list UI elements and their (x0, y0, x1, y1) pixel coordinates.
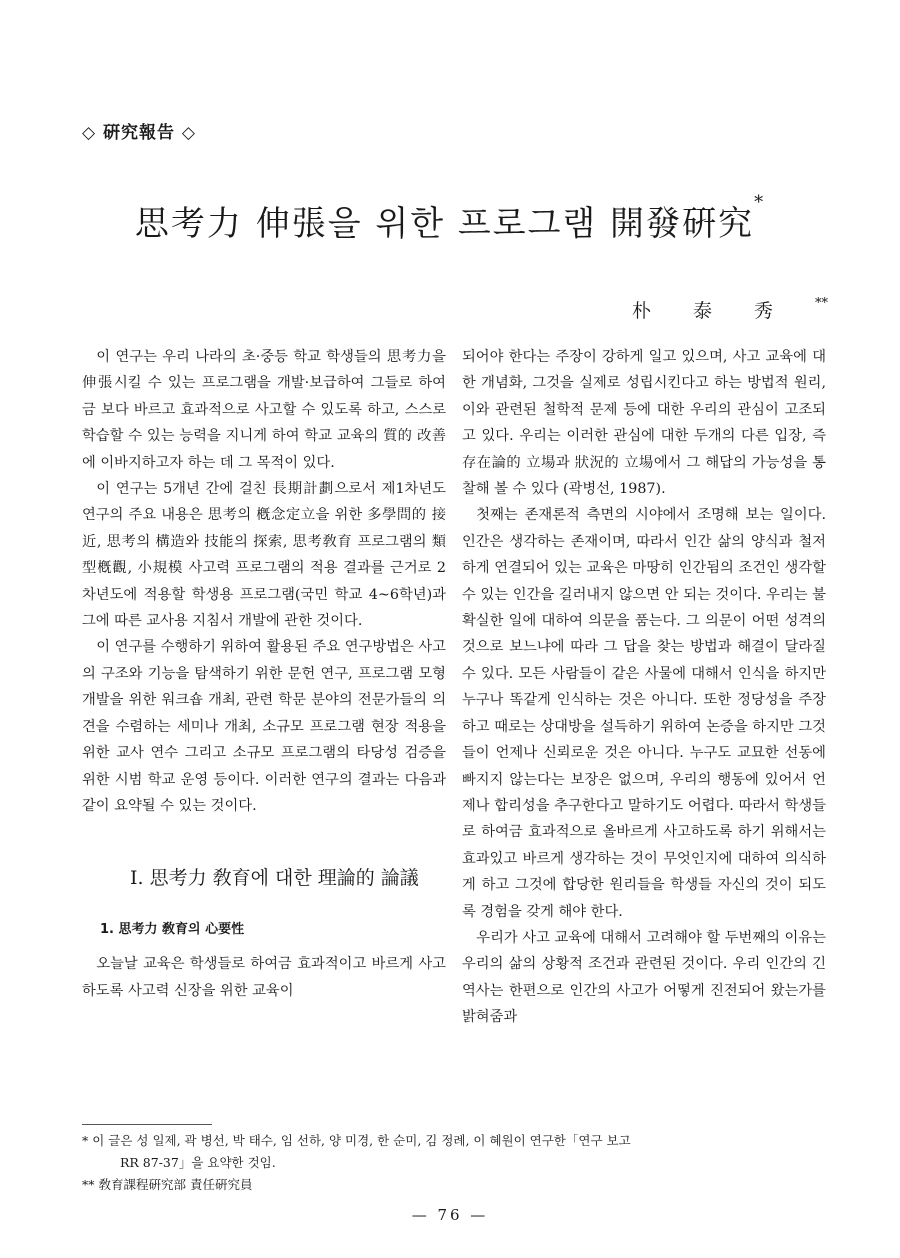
title-footnote-mark: * (754, 192, 766, 213)
right-column (462, 344, 826, 1031)
footnote-2: ** 敎育課程硏究部 責任硏究員 (82, 1177, 253, 1192)
body-paragraph: 이 연구는 우리 나라의 초·중등 학교 학생들의 思考力을 伸張시킬 수 있는 프로그램을 개발·보급하여 그들로 하여금 보다 바르고 효과적으로 사고할 수 있도록 하고, 스스로 학습할 수 있는 능력을 지니게 하여 학교 교육의 質的 改善에 이바지하고자 하는 데 그 목적이 있다. (82, 349, 446, 471)
footnote-1-continuation: RR 87-37」을 요약한 것임. (120, 1155, 276, 1170)
body-paragraph: 우리가 사고 교육에 대해서 고려해야 할 두번째의 이유는 우리의 삶의 상황적 조건과 관련된 것이다. 우리 인간의 긴 역사는 한편으로 인간의 사고가 어떻게 진전되어 왔는가를 밝혀줌과 (462, 929, 826, 1026)
footnote-1: * 이 글은 성 일제, 곽 병선, 박 태수, 임 선하, 양 미경, 한 순미, 김 정례, 이 혜원이 연구한「연구 보고 (82, 1133, 631, 1148)
section-heading: Ⅰ. 思考力 敎育에 대한 理論的 論議 (130, 867, 419, 890)
body-paragraph: 이 연구는 5개년 간에 걸친 長期計劃으로서 제1차년도 연구의 주요 내용은 思考의 槪念定立을 위한 多學問的 接近, 思考의 構造와 技能의 探索, 思考敎育 프로그램의 類型槪觀, 小規模 사고력 프로그램의 적용 결과를 근거로 2차년도에 적용할 학생용 프로그램(국민 학교 4~6학년)과 그에 따른 교사용 지침서 개발에 관한 것이다. (82, 481, 446, 630)
footnotes (82, 1130, 832, 1196)
subsection-heading: 1. 思考力 敎育의 心要性 (100, 922, 245, 938)
body-paragraph: 되어야 한다는 주장이 강하게 일고 있으며, 사고 교육에 대한 개념화, 그것을 실제로 성립시킨다고 하는 방법적 원리, 이와 관련된 철학적 문제 등에 대한 우리의 관심이 고조되고 있다. 우리는 이러한 관심에 대한 두개의 다른 입장, 즉 存在論的 立場과 狀況的 立場에서 그 해답의 가능성을 통찰해 볼 수 있다 (곽병선, 1987). (462, 349, 826, 498)
body-paragraph: 첫째는 존재론적 측면의 시야에서 조명해 보는 일이다. 인간은 생각하는 존재이며, 따라서 인간 삶의 양식과 철저하게 연결되어 있는 교육은 마땅히 인간됨의 조건인 생각할 수 있는 인간을 길러내지 않으면 안 되는 것이다. 우리는 불확실한 일에 대하여 의문을 품는다. 그 의문이 어떤 성격의 것으로 보느냐에 따라 그 답을 찾는 방법과 해결이 달라질 수 있다. 모든 사람들이 같은 사물에 대해서 인식을 하지만 누구나 똑같게 인식하는 것은 아니다. 또한 정당성을 주장하고 때로는 상대방을 설득하기 위하여 논증을 하지만 그것들이 언제나 신뢰로운 것은 아니다. 누구도 교묘한 선동에 빠지지 않는다는 보장은 없으며, 우리의 행동에 있어서 언제나 합리성을 추구한다고 말하기도 어렵다. 따라서 학생들로 하여금 효과적으로 올바르게 사고하도록 하기 위해서는 효과있고 바르게 생각하는 것이 무엇인지에 대하여 의식하게 하고 그것에 합당한 원리들을 학생들 자신의 것이 되도록 경험을 갖게 해야 한다. (462, 507, 826, 920)
article-title-text: 思考力 伸張을 위한 프로그램 開發硏究 (134, 204, 755, 244)
section-label: ◇ 硏究報告 ◇ (82, 123, 196, 143)
author-name: 朴泰秀 (631, 300, 815, 322)
body-paragraph: 이 연구를 수행하기 위하여 활용된 주요 연구방법은 사고의 구조와 기능을 탐색하기 위한 문헌 연구, 프로그램 모형 개발을 위한 워크숍 개최, 관련 학문 분야의 전문가들의 의견을 수렴하는 세미나 개최, 소규모 프로그램 현장 적용을 위한 교사 연수 그리고 소규모 프로그램의 타당성 검증을 위한 시범 학교 운영 등이다. 이러한 연구의 결과는 다음과 같이 요약될 수 있는 것이다. (82, 639, 446, 814)
author-footnote-mark: ** (815, 296, 828, 311)
page-number: — 76 — (411, 1206, 489, 1224)
article-title (0, 192, 900, 245)
footnote-divider (82, 1124, 212, 1125)
left-column (82, 344, 446, 1004)
body-paragraph: 오늘날 교육은 학생들로 하여금 효과적이고 바르게 사고하도록 사고력 신장을 위한 교육이 (82, 956, 446, 999)
author-line (632, 296, 828, 323)
